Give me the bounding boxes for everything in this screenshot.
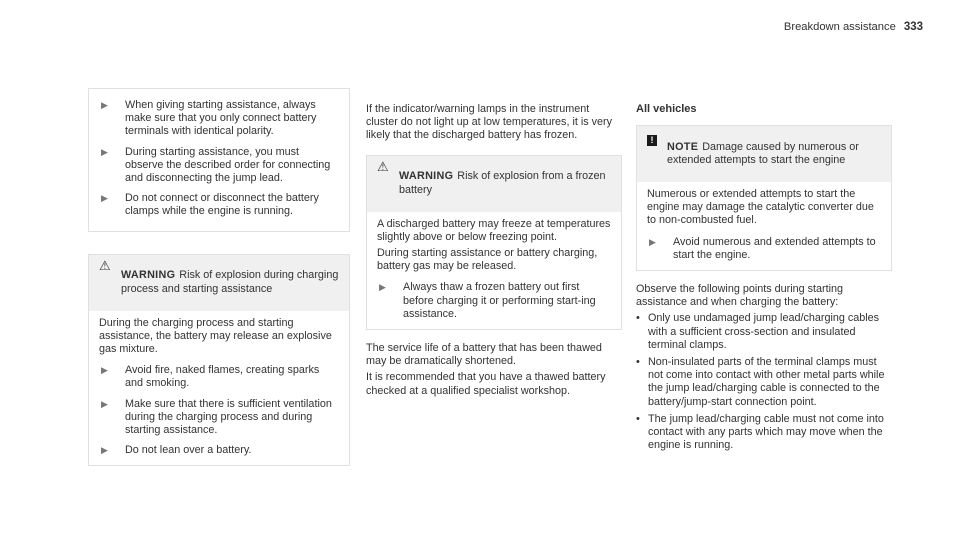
note-body: Numerous or extended attempts to start the engine may damage the catalytic converter due to non-combusted fuel. ▶ Avoid numerous and extended attempts to start the engine. — [637, 182, 891, 270]
warning-box — [88, 254, 350, 467]
arrow-right-icon: ▶ — [101, 445, 108, 456]
instruction-step: ▶ Do not connect or disconnect the battery clamps while the engine is running. — [101, 192, 319, 218]
arrow-right-icon: ▶ — [101, 146, 108, 157]
column-1 — [88, 88, 350, 466]
warning-body: A discharged battery may freeze at temperatures slightly above or below freezing point. During starting assistance or battery charging, battery gas may be released. ▶ Always thaw a frozen battery out first before charging it or performing start-ing assistance. — [377, 217, 611, 320]
note-label: NOTE — [667, 140, 699, 153]
warning-box — [366, 155, 622, 330]
warning-step: ▶ Make sure that there is sufficient ventilation during the charging process and during starting assistance. — [101, 397, 332, 437]
page-header — [784, 21, 923, 33]
warning-step: ▶ Do not lean over a battery. — [101, 444, 252, 457]
observe-paragraph: Observe the following points during starting assistance and when charging the battery: — [636, 283, 844, 309]
service-life-paragraph: The service life of a battery that has been thawed may be dramatically shortened. — [366, 342, 602, 368]
arrow-right-icon: ▶ — [379, 282, 386, 293]
list-item: • Non-insulated parts of the terminal clamps must not come into contact with other metal parts while the jump lead/charging cable is connected to the battery/jump-start connection point. — [636, 356, 885, 408]
warning-header — [89, 255, 349, 311]
note-box — [636, 125, 892, 271]
page-number: 333 — [903, 21, 923, 33]
column-3 — [636, 103, 892, 456]
arrow-right-icon: ▶ — [101, 365, 108, 376]
bullet-icon: • — [636, 356, 640, 369]
note-header — [637, 126, 891, 182]
bullet-list — [636, 312, 892, 452]
warning-header — [367, 156, 621, 212]
arrow-right-icon: ▶ — [101, 193, 108, 204]
section-heading: All vehicles — [636, 103, 697, 115]
warning-step: ▶ Always thaw a frozen battery out first before charging it or performing start-ing assistance. — [379, 281, 596, 320]
warning-step: ▶ Avoid fire, naked flames, creating sparks and smoking. — [101, 364, 320, 390]
bullet-icon: • — [636, 412, 640, 425]
warning-body: During the charging process and starting assistance, the battery may release an explosive gas mixture. ▶ Avoid fire, naked flames, creating sparks and smoking. ▶ Make sure that there is sufficient ventilation during the charging process and during starting assistance. ▶ Do not lean over a battery. — [89, 311, 349, 466]
warning-label: WARNING — [399, 170, 454, 183]
note-title: Damage caused by numerous or extended attempts to start the engine — [667, 140, 859, 166]
exclamation-icon: ! — [647, 130, 667, 178]
arrow-right-icon: ▶ — [101, 100, 108, 110]
warning-label: WARNING — [121, 269, 176, 282]
arrow-right-icon: ▶ — [649, 236, 656, 247]
warning-title: Risk of explosion from a frozen battery — [399, 170, 606, 196]
warning-triangle-icon: ⚠ — [99, 257, 111, 273]
section-title: Breakdown assistance — [783, 21, 896, 33]
warning-triangle-icon: ⚠ — [377, 158, 389, 174]
warning-title: Risk of explosion during charging process and starting assistance — [121, 269, 339, 295]
instructions-box — [88, 88, 350, 232]
bullet-icon: • — [636, 312, 640, 325]
note-step: ▶ Avoid numerous and extended attempts to start the engine. — [649, 235, 876, 261]
list-item: • Only use undamaged jump lead/charging cables with a sufficient cross-section and insulated terminal clamps. — [636, 312, 880, 351]
instruction-step: ▶ During starting assistance, you must observe the described order for connecting and disconnecting the jump lead. — [101, 145, 331, 185]
column-2 — [366, 103, 622, 398]
instruction-step: ▶ When giving starting assistance, always make sure that you only connect battery terminals with identical polarity. — [101, 99, 317, 138]
arrow-right-icon: ▶ — [101, 398, 108, 409]
intro-paragraph: If the indicator/warning lamps in the instrument cluster do not light up at low temperatures, it is very likely that the discharged battery has frozen. — [366, 103, 613, 142]
recommendation-paragraph: It is recommended that you have a thawed battery checked at a qualified specialist workshop. — [366, 371, 606, 397]
list-item: • The jump lead/charging cable must not come into contact with any parts which may move when the engine is running. — [636, 412, 884, 452]
